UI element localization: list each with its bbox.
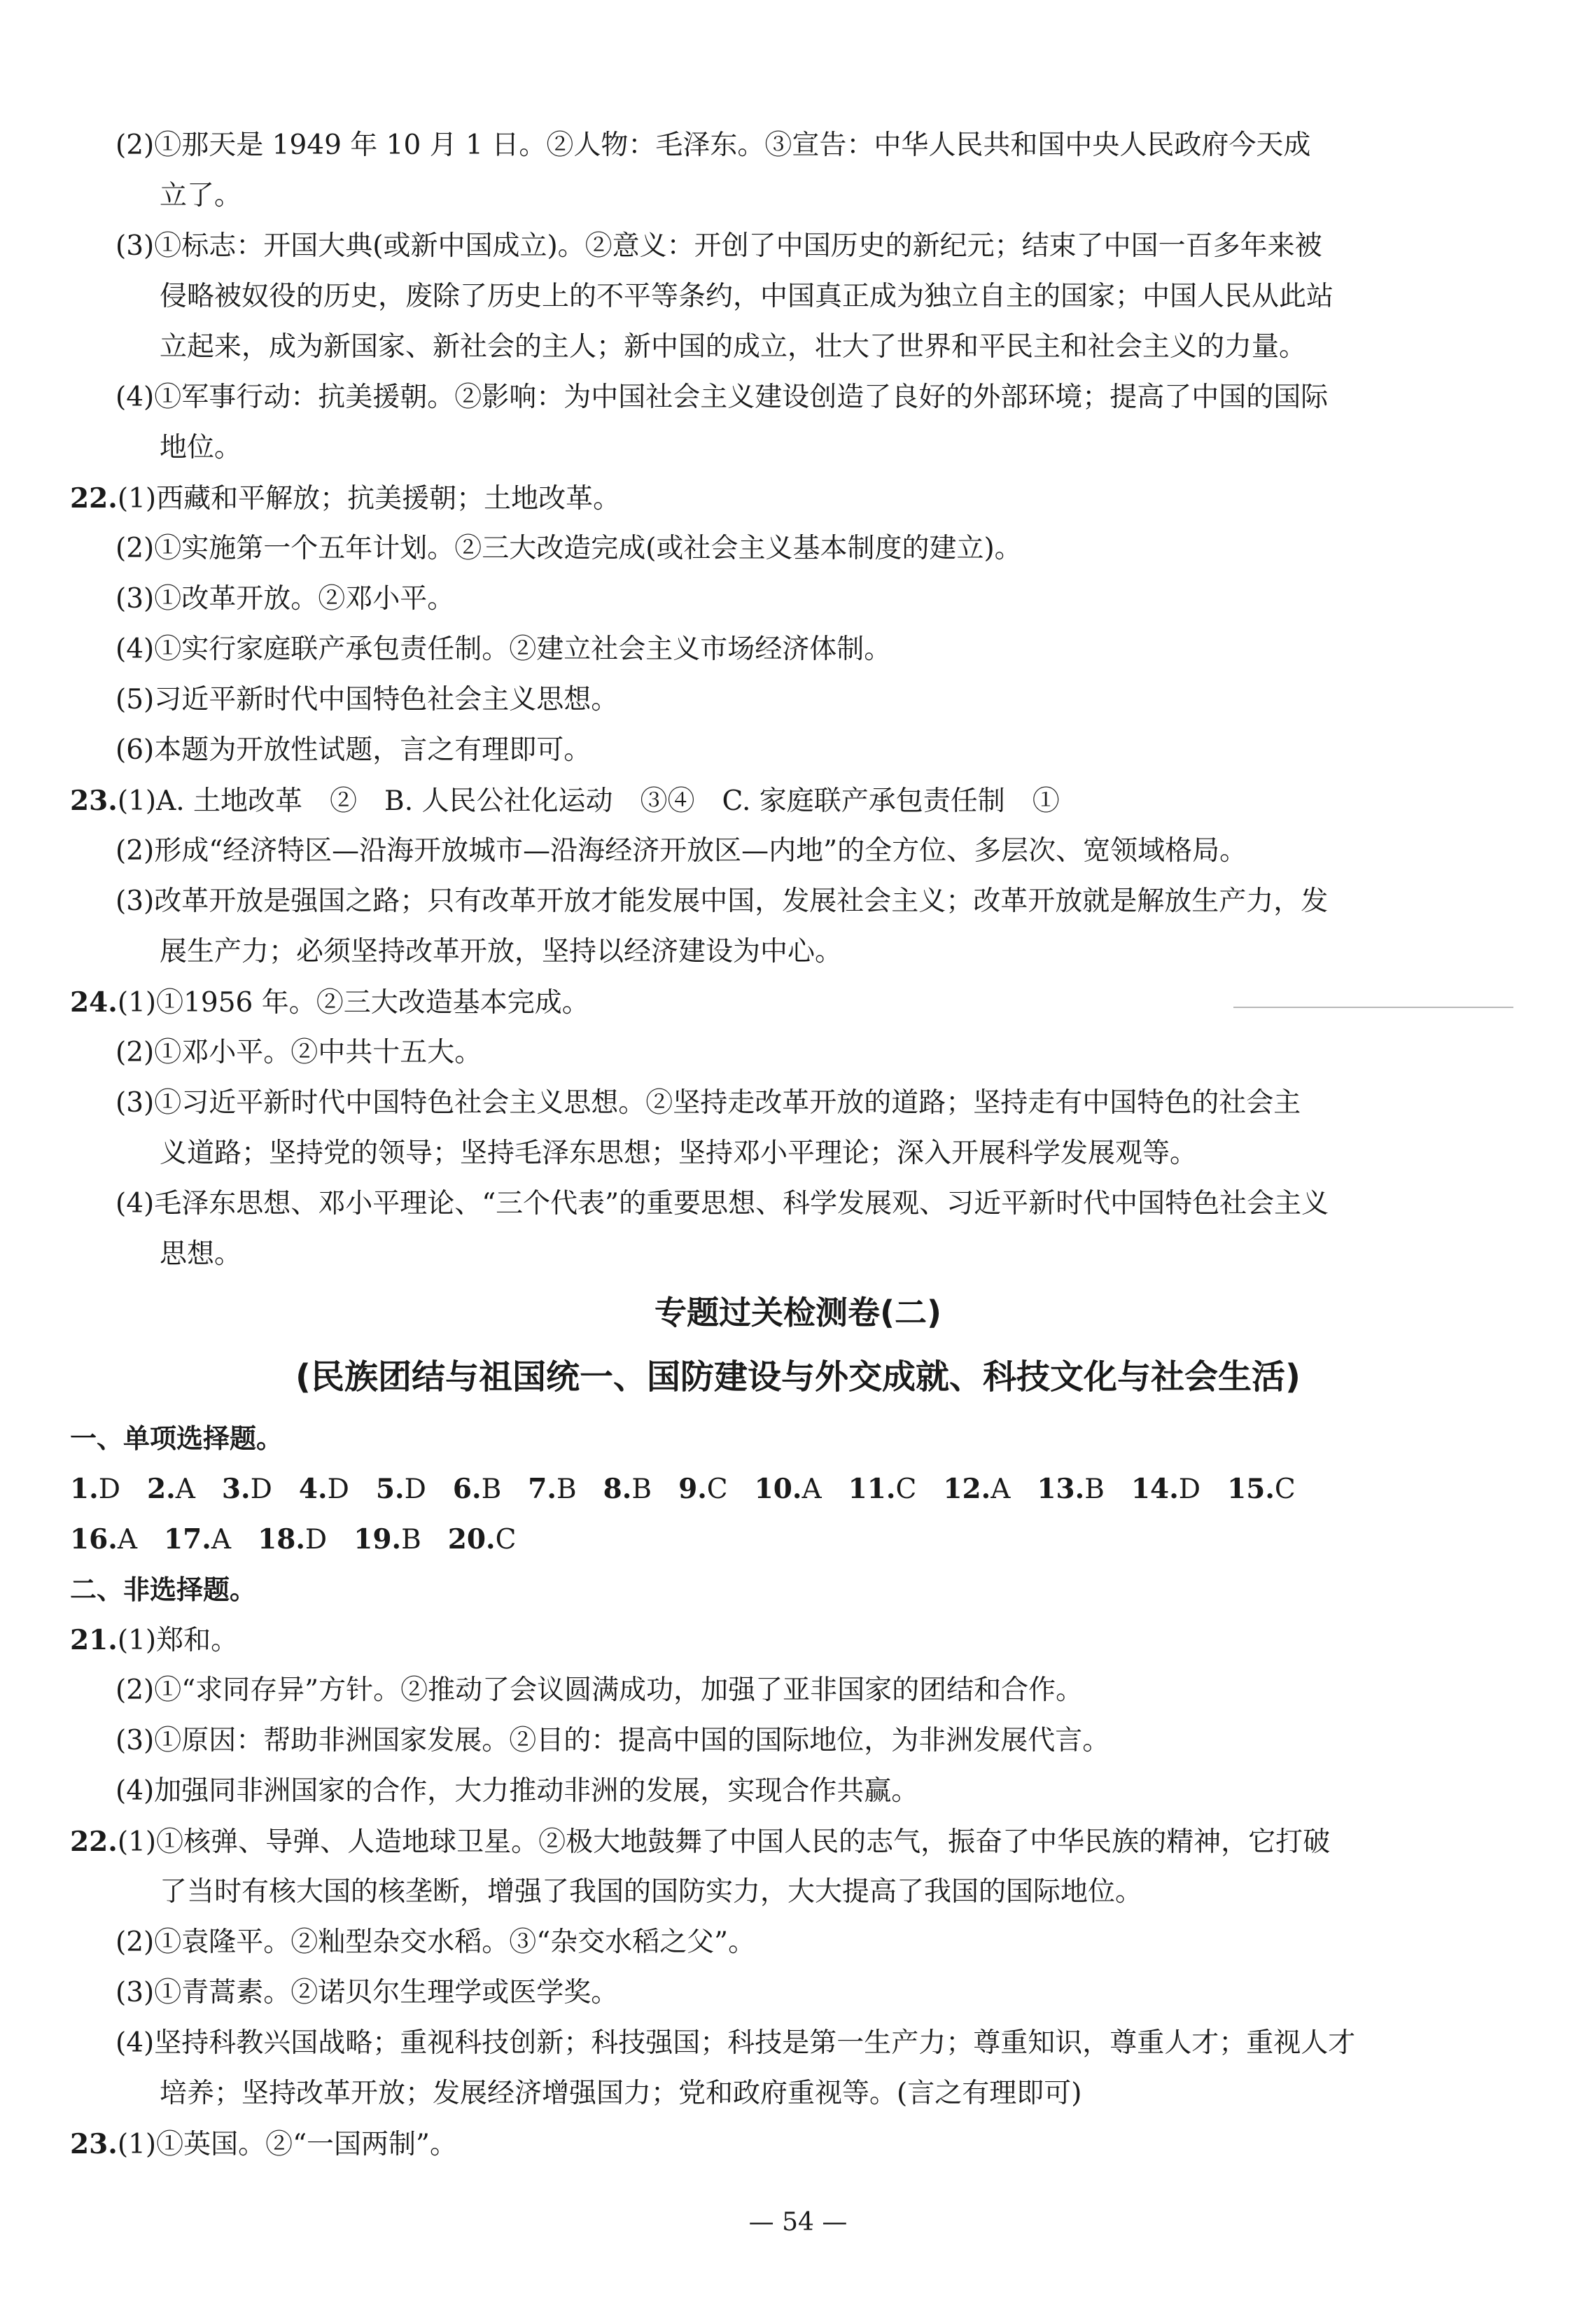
divider — [1233, 1007, 1513, 1008]
mc-answer: 5.D — [375, 1473, 426, 1505]
question-number: 23. — [70, 785, 118, 817]
mc-answer: 8.B — [603, 1473, 652, 1505]
answer-line: 立了。 — [160, 180, 242, 211]
mc-answer: 14.D — [1130, 1473, 1201, 1505]
answer-line: (2)①实施第一个五年计划。②三大改造完成(或社会主义基本制度的建立)。 — [115, 533, 1022, 564]
mc-answer: 2.A — [147, 1473, 195, 1505]
mc-answer: 11.C — [848, 1473, 917, 1505]
answer-line: (3)①青蒿素。②诺贝尔生理学或医学奖。 — [115, 1977, 619, 2008]
answer-line: 思想。 — [160, 1238, 242, 1270]
answer-line: (3)改革开放是强国之路；只有改革开放才能发展中国，发展社会主义；改革开放就是解放生产力，发 — [115, 886, 1329, 917]
mc-answer: 6.B — [452, 1473, 502, 1505]
answer-line: 展生产力；必须坚持改革开放，坚持以经济建设为中心。 — [160, 936, 843, 967]
mc-answer: 17.A — [164, 1523, 232, 1555]
question-line: 24.(1)①1956 年。②三大改造基本完成。 — [70, 986, 589, 1019]
mc-answer: 16.A — [70, 1523, 138, 1555]
section-title: 专题过关检测卷(二) — [654, 1294, 942, 1331]
mc-answer: 4.D — [298, 1473, 349, 1505]
answer-line: (3)①改革开放。②邓小平。 — [115, 583, 455, 615]
mc-heading: 一、单项选择题。 — [70, 1423, 284, 1454]
mc-answer: 7.B — [528, 1473, 577, 1505]
question-number: 22. — [70, 1826, 118, 1858]
mc-answer: 10.A — [754, 1473, 822, 1505]
mc-answer: 13.B — [1037, 1473, 1105, 1505]
question-line: 22.(1)①核弹、导弹、人造地球卫星。②极大地鼓舞了中国人民的志气，振奋了中华民族的精神，它打破 — [70, 1826, 1331, 1858]
answer-line: (2)①“求同存异”方针。②推动了会议圆满成功，加强了亚非国家的团结和合作。 — [115, 1674, 1084, 1706]
answer-line: 义道路；坚持党的领导；坚持毛泽东思想；坚持邓小平理论；深入开展科学发展观等。 — [160, 1138, 1198, 1169]
mc-answer: 12.A — [943, 1473, 1011, 1505]
nonmc-heading: 二、非选择题。 — [70, 1574, 257, 1605]
mc-answer-row — [70, 1518, 542, 1561]
answer-line: (3)①标志：开国大典(或新中国成立)。②意义：开创了中国历史的新纪元；结束了中国一百多年来被 — [115, 230, 1322, 262]
mc-answer: 1.D — [70, 1473, 120, 1505]
answer-line: (4)坚持科教兴国战略；重视科技创新；科技强国；科技是第一生产力；尊重知识，尊重人才；重视人才 — [115, 2027, 1356, 2059]
answer-line: (4)①军事行动：抗美援朝。②影响：为中国社会主义建设创造了良好的外部环境；提高了中国的国际 — [115, 382, 1329, 413]
answer-line: (3)①习近平新时代中国特色社会主义思想。②坚持走改革开放的道路；坚持走有中国特色的社会主 — [115, 1087, 1301, 1119]
mc-answer: 9.C — [678, 1473, 728, 1505]
answer-line: (3)①原因：帮助非洲国家发展。②目的：提高中国的国际地位，为非洲发展代言。 — [115, 1725, 1110, 1756]
section-subtitle: (民族团结与祖国统一、国防建设与外交成就、科技文化与社会生活) — [295, 1357, 1301, 1397]
mc-answer: 18.D — [258, 1523, 328, 1555]
question-number: 21. — [70, 1624, 118, 1656]
answer-line: 立起来，成为新国家、新社会的主人；新中国的成立，壮大了世界和平民主和社会主义的力量。 — [160, 331, 1307, 363]
answer-line: (4)加强同非洲国家的合作，大力推动非洲的发展，实现合作共赢。 — [115, 1775, 919, 1807]
mc-answer: 3.D — [221, 1473, 272, 1505]
question-number: 22. — [70, 482, 118, 515]
answer-line: 地位。 — [160, 432, 242, 463]
mc-answer: 19.B — [354, 1523, 421, 1555]
question-line: 21.(1)郑和。 — [70, 1624, 239, 1656]
mc-answer: 15.C — [1227, 1473, 1296, 1505]
question-line: 22.(1)西藏和平解放；抗美援朝；土地改革。 — [70, 482, 621, 515]
answer-line: (5)习近平新时代中国特色社会主义思想。 — [115, 684, 619, 715]
question-number: 23. — [70, 2128, 118, 2160]
answer-line: (2)①邓小平。②中共十五大。 — [115, 1037, 482, 1068]
answer-line: (4)①实行家庭联产承包责任制。②建立社会主义市场经济体制。 — [115, 634, 892, 665]
answer-line: (2)①袁隆平。②籼型杂交水稻。③“杂交水稻之父”。 — [115, 1926, 756, 1958]
page-number: — 54 — — [748, 2208, 848, 2237]
mc-answer-row — [70, 1468, 1322, 1511]
answer-line: (2)形成“经济特区—沿海开放城市—沿海经济开放区—内地”的全方位、多层次、宽领域格局。 — [115, 835, 1247, 867]
answer-line: 培养；坚持改革开放；发展经济增强国力；党和政府重视等。(言之有理即可) — [160, 2078, 1082, 2109]
question-line: 23.(1)①英国。②“一国两制”。 — [70, 2128, 457, 2160]
answer-line: (2)①那天是 1949 年 10 月 1 日。②人物：毛泽东。③宣告：中华人民共和国中央人民政府今天成 — [115, 130, 1311, 161]
answer-line: (6)本题为开放性试题，言之有理即可。 — [115, 734, 592, 766]
mc-answer: 20.C — [447, 1523, 517, 1555]
answer-line: (4)毛泽东思想、邓小平理论、“三个代表”的重要思想、科学发展观、习近平新时代中国特色社会主义 — [115, 1188, 1329, 1219]
question-number: 24. — [70, 986, 118, 1019]
question-line: 23.(1)A. 土地改革 ② B. 人民公社化运动 ③④ C. 家庭联产承包责任制 ① — [70, 785, 1060, 817]
answer-line: 了当时有核大国的核垄断，增强了我国的国防实力，大大提高了我国的国际地位。 — [160, 1876, 1143, 1908]
answer-line: 侵略被奴役的历史，废除了历史上的不平等条约，中国真正成为独立自主的国家；中国人民从此站 — [160, 281, 1334, 312]
